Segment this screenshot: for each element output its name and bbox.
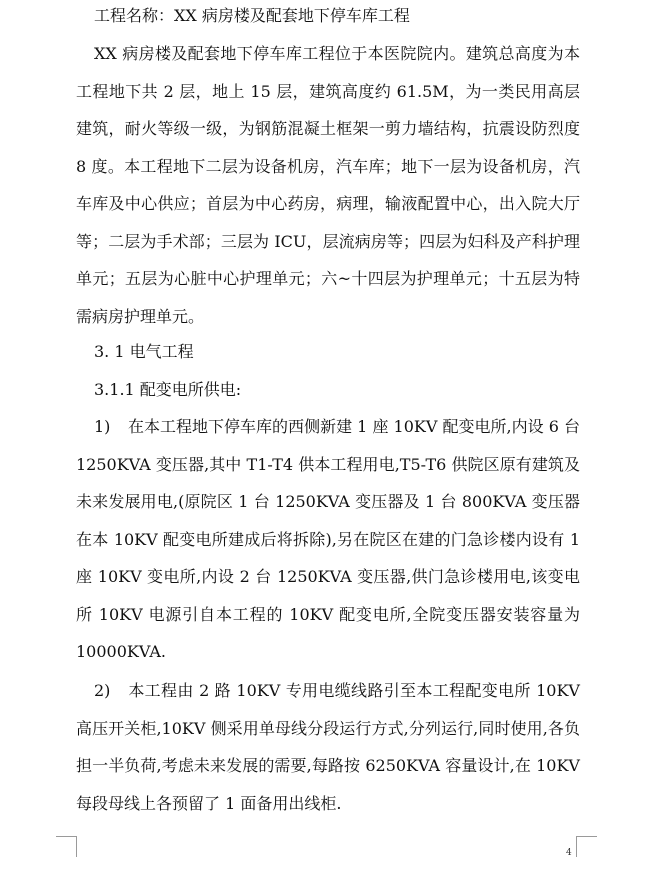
list-item-1-text: 在本工程地下停车库的西侧新建 1 座 10KV 配变电所,内设 6 台 1250KVA 变压器,其中 T1-T4 供本工程用电,T5-T6 供院区原有建筑及未来发展用电,(原院区 1 台 1250KVA 变压器及 1 台 800KVA 变压器在本 10KV 配变电所建成后将拆除),另在院区在建的门急诊楼内设有 1 座 10KV 变电所,内设 2 台 1250KVA 变压器,供门急诊楼用电,该变电所 10KV 电源引自本工程的 10KV 配变电所,全院变压器安装容量为 10000KVA. <box>76 417 580 661</box>
list-item-2 <box>76 672 580 822</box>
crop-mark-left <box>56 836 77 857</box>
page-number: 4 <box>566 848 572 858</box>
section-heading: 3. 1 电气工程 <box>94 342 194 361</box>
list-item-2-text: 本工程由 2 路 10KV 专用电缆线路引至本工程配变电所 10KV 高压开关柜,10KV 侧采用单母线分段运行方式,分列运行,同时使用,各负担一半负荷,考虑未来发展的需要,每路按 6250KVA 容量设计,在 10KV 每段母线上各预留了 1 面备用出线柜. <box>76 681 580 813</box>
list-item-1-number: 1) <box>94 417 111 436</box>
crop-mark-right <box>576 836 597 857</box>
subsection-heading: 3.1.1 配变电所供电: <box>94 380 242 399</box>
list-item-2-number: 2) <box>94 681 111 700</box>
list-item-1 <box>76 408 580 671</box>
project-title: 工程名称：XX 病房楼及配套地下停车库工程 <box>94 6 410 25</box>
overview-paragraph: XX 病房楼及配套地下停车库工程位于本医院院内。建筑总高度为本工程地下共 2 层，地上 15 层，建筑高度约 61.5M，为一类民用高层建筑，耐火等级一级，为钢筋混凝土框架一剪力墙结构，抗震设防烈度 8 度。本工程地下二层为设备机房，汽车库；地下一层为设备机房，汽车库及中心供应；首层为中心药房，病理，输液配置中心，出入院大厅等；二层为手术部；三层为 ICU，层流病房等；四层为妇科及产科护理单元；五层为心脏中心护理单元；六~十四层为护理单元；十五层为特需病房护理单元。 <box>76 44 580 326</box>
